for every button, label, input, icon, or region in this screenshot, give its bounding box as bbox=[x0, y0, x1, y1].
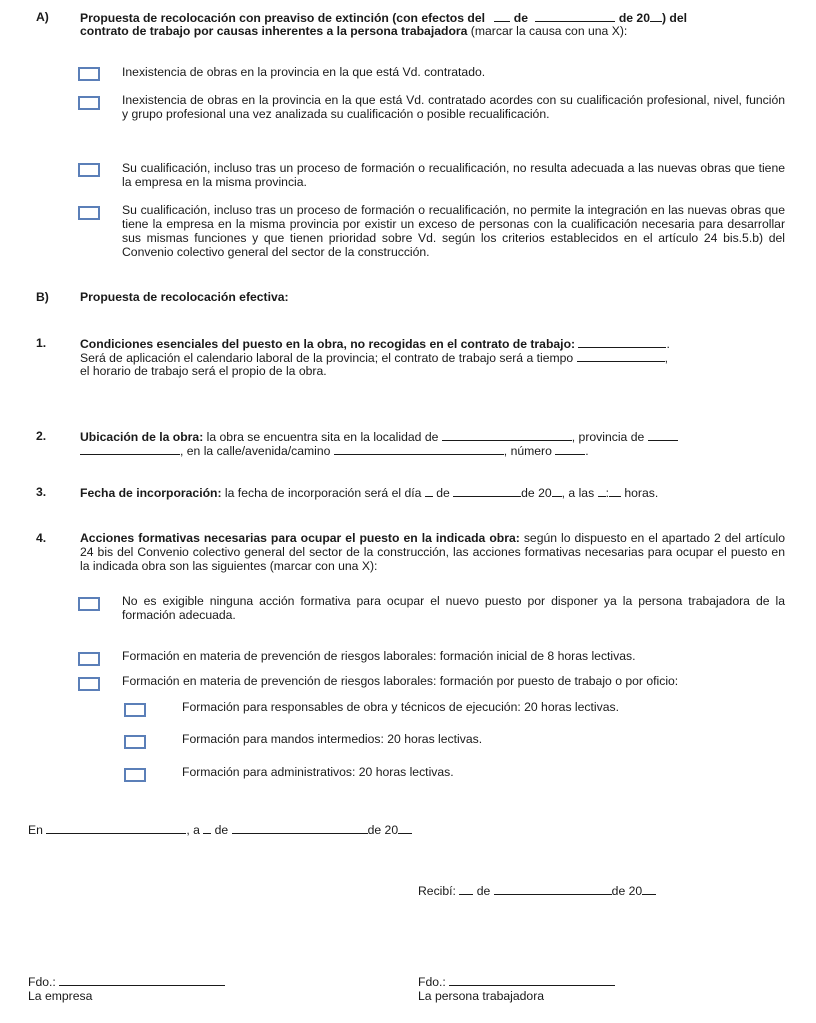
recibi-line: Recibí: de de 20 bbox=[418, 883, 656, 898]
blank-hora-field[interactable] bbox=[598, 485, 606, 497]
blank-recibi-day-field[interactable] bbox=[459, 883, 473, 895]
blank-dia-field[interactable] bbox=[425, 485, 433, 497]
section-a-title-line1: Propuesta de recolocación con preaviso de extinción (con efectos del de de 20 ) del bbox=[80, 11, 688, 25]
option-b4-2-text: Formación en materia de prevención de riesgos laborales: formación inicial de 8 horas lectivas. bbox=[122, 649, 636, 663]
checkbox-a2[interactable] bbox=[78, 96, 100, 110]
checkbox-b4-3a[interactable] bbox=[124, 703, 146, 717]
item-1-line1: Condiciones esenciales del puesto en la obra, no recogidas en el contrato de trabajo: . bbox=[80, 337, 670, 351]
blank-numero-field[interactable] bbox=[555, 443, 585, 455]
section-b-letter: B) bbox=[36, 290, 49, 304]
item-2-line2: , en la calle/avenida/camino , número . bbox=[80, 443, 785, 458]
blank-place-month-field[interactable] bbox=[232, 822, 368, 834]
item-1-line3: el horario de trabajo será el propio de la obra. bbox=[80, 364, 327, 378]
item-2-line1: Ubicación de la obra: la obra se encuentra sita en la localidad de , provincia de bbox=[80, 429, 785, 444]
item-3-number: 3. bbox=[36, 485, 47, 499]
section-b-title: Propuesta de recolocación efectiva: bbox=[80, 290, 289, 304]
blank-recibi-month-field[interactable] bbox=[494, 883, 612, 895]
checkbox-b4-3c[interactable] bbox=[124, 768, 146, 782]
section-a-letter: A) bbox=[36, 10, 49, 24]
blank-provincia-field[interactable] bbox=[648, 429, 678, 441]
checkbox-b4-1[interactable] bbox=[78, 597, 100, 611]
blank-place-day-field[interactable] bbox=[203, 822, 211, 834]
blank-mes-field[interactable] bbox=[453, 485, 521, 497]
blank-provincia-cont-field[interactable] bbox=[80, 443, 180, 455]
option-a2-text: Inexistencia de obras en la provincia en la que está Vd. contratado acordes con su cualificación profesional, nivel, función y grupo profesional una vez analizada su cualificación o posible recualificación. bbox=[122, 93, 785, 121]
item-2-number: 2. bbox=[36, 429, 47, 443]
signature-right: Fdo.: bbox=[418, 974, 615, 989]
option-a3-text: Su cualificación, incluso tras un proceso de formación o recualificación, no resulta adecuada a las nuevas obras que tiene la empresa en la misma provincia. bbox=[122, 161, 785, 189]
section-a-title-line2: contrato de trabajo por causas inherentes a la persona trabajadora (marcar la causa con una X): bbox=[80, 24, 628, 38]
blank-anio-field[interactable] bbox=[552, 485, 562, 497]
checkbox-a1[interactable] bbox=[78, 67, 100, 81]
blank-signature-company-field[interactable] bbox=[59, 974, 225, 986]
blank-conditions-field[interactable] bbox=[578, 336, 666, 348]
blank-place-field[interactable] bbox=[46, 822, 186, 834]
blank-month-field[interactable] bbox=[535, 10, 615, 22]
blank-calle-field[interactable] bbox=[334, 443, 504, 455]
checkbox-b4-2[interactable] bbox=[78, 652, 100, 666]
blank-localidad-field[interactable] bbox=[442, 429, 572, 441]
place-date-line: En , a de de 20 bbox=[28, 822, 412, 837]
checkbox-b4-3[interactable] bbox=[78, 677, 100, 691]
blank-recibi-year-field[interactable] bbox=[642, 883, 656, 895]
option-a4-text: Su cualificación, incluso tras un proceso de formación o recualificación, no permite la integración en las nuevas obras que tiene la empresa en la misma provincia por existir un exceso de personas con la cualificación necesaria para desarrollar sus mismas funciones y que tienen prioridad sobre Vd. según los criterios establecidos en el artículo 24 bis.5.b) del Convenio colectivo general del sector de la construcción. bbox=[122, 203, 785, 259]
blank-place-year-field[interactable] bbox=[398, 822, 412, 834]
option-a1-text: Inexistencia de obras en la provincia en la que está Vd. contratado. bbox=[122, 65, 486, 79]
item-4-text: Acciones formativas necesarias para ocupar el puesto en la indicada obra: según lo dispuesto en el apartado 2 del artículo 24 bis del Convenio colectivo general del sector de la construcción, las acciones formativas necesarias para ocupar el puesto en la indicada obra son las siguientes (marcar con una X): bbox=[80, 531, 785, 573]
item-1-line2: Será de aplicación el calendario laboral de la provincia; el contrato de trabajo será a tiempo , bbox=[80, 351, 668, 365]
blank-year-field[interactable] bbox=[650, 10, 662, 22]
signature-left-label: La empresa bbox=[28, 989, 93, 1003]
checkbox-b4-3b[interactable] bbox=[124, 735, 146, 749]
blank-day-field[interactable] bbox=[494, 10, 510, 22]
option-b4-3a-text: Formación para responsables de obra y técnicos de ejecución: 20 horas lectivas. bbox=[182, 700, 619, 714]
option-b4-3-text: Formación en materia de prevención de riesgos laborales: formación por puesto de trabajo o por oficio: bbox=[122, 674, 679, 688]
option-b4-3b-text: Formación para mandos intermedios: 20 horas lectivas. bbox=[182, 732, 483, 746]
blank-tiempo-field[interactable] bbox=[577, 350, 665, 362]
option-b4-3c-text: Formación para administrativos: 20 horas lectivas. bbox=[182, 765, 454, 779]
checkbox-a4[interactable] bbox=[78, 206, 100, 220]
signature-right-label: La persona trabajadora bbox=[418, 989, 545, 1003]
signature-left: Fdo.: bbox=[28, 974, 225, 989]
blank-minutos-field[interactable] bbox=[609, 485, 621, 497]
item-4-number: 4. bbox=[36, 531, 47, 545]
checkbox-a3[interactable] bbox=[78, 163, 100, 177]
item-1-number: 1. bbox=[36, 336, 47, 350]
blank-signature-worker-field[interactable] bbox=[449, 974, 615, 986]
item-3-line: Fecha de incorporación: la fecha de incorporación será el día de de 20 , a las : horas. bbox=[80, 486, 659, 500]
option-b4-1-text: No es exigible ninguna acción formativa para ocupar el nuevo puesto por disponer ya la persona trabajadora de la formación adecuada. bbox=[122, 594, 785, 622]
